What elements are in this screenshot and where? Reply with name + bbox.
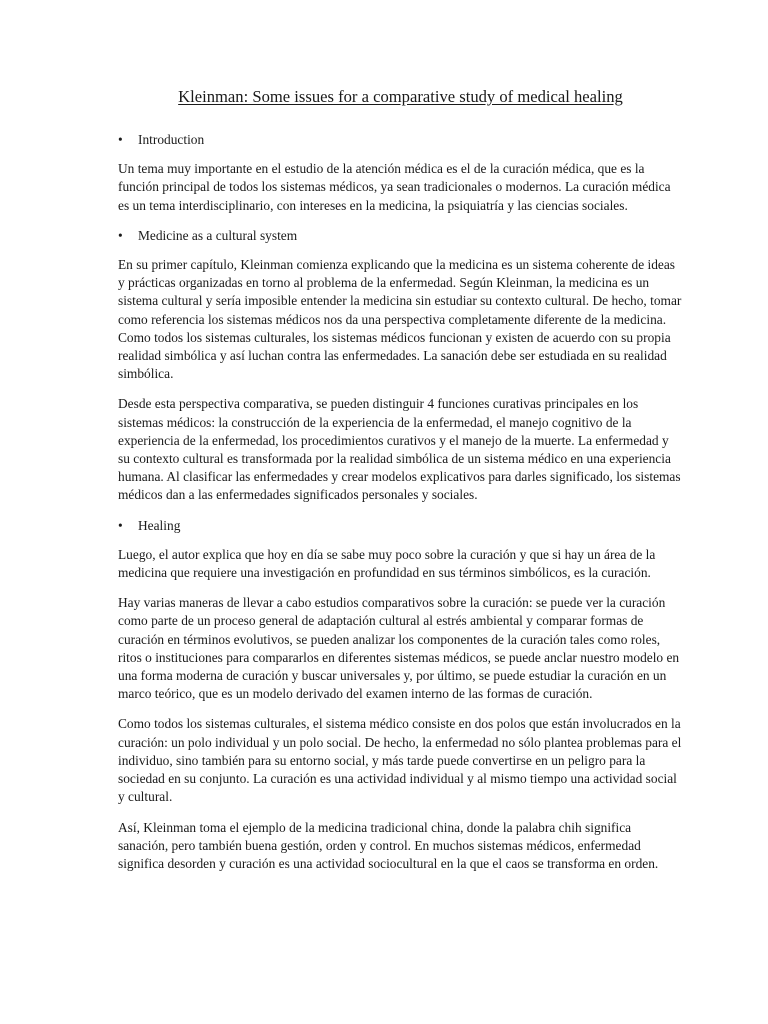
paragraph: Como todos los sistemas culturales, el sistema médico consiste en dos polos que están involucrados en la curación: un polo individual y un polo social. De hecho, la enfermedad no sólo plantea problemas para el individuo, sino también para su entorno social, y más tarde puede convertirse en un peligro para la sociedad en su conjunto. La curación es una actividad individual y al mismo tiempo una actividad social y cultural. bbox=[118, 716, 682, 805]
bullet-icon: • bbox=[118, 227, 123, 243]
paragraph: En su primer capítulo, Kleinman comienza explicando que la medicina es un sistema coherente de ideas y prácticas organizadas en torno al problema de la enfermedad. Según Kleinman, la medicina es un sistema cultural y sería imposible entender la medicina sin estudiar su contexto cultural. De hecho, tomar como referencia los sistemas médicos nos da una perspectiva completamente diferente de la medicina. Como todos los sistemas culturales, los sistemas médicos funcionan y existen de acuerdo con su propia realidad simbólica y así luchan contra las enfermedades. La sanación debe ser estudiada en su realidad simbólica. bbox=[118, 257, 682, 382]
bullet-icon: • bbox=[118, 517, 123, 533]
section-heading-introduction bbox=[118, 131, 683, 149]
paragraph: Así, Kleinman toma el ejemplo de la medicina tradicional china, donde la palabra chih significa sanación, pero también buena gestión, orden y control. En muchos sistemas médicos, enfermedad significa desorden y curación es una actividad sociocultural en la que el caos se transforma en orden. bbox=[118, 819, 659, 871]
bullet-icon: • bbox=[118, 132, 123, 147]
section-heading-cultural-system bbox=[118, 227, 683, 245]
paragraph: Luego, el autor explica que hoy en día se sabe muy poco sobre la curación y que si hay un área de la medicina que requiere una investigación en profundidad en sus términos simbólicos, es la curación. bbox=[118, 546, 656, 581]
section-heading-label: Introduction bbox=[138, 132, 205, 147]
section-heading-healing bbox=[118, 517, 683, 535]
document-title: Kleinman: Some issues for a comparative study of medical healing bbox=[178, 87, 623, 106]
paragraph: Hay varias maneras de llevar a cabo estudios comparativos sobre la curación: se puede ver la curación como parte de un proceso general de adaptación cultural al estrés ambiental y comparar formas de curación en términos evolutivos, se pueden analizar los componentes de la curación tales como roles, ritos o instituciones para compararlos en diferentes sistemas médicos, se puede anclar nuestro modelo en una forma moderna de curación y buscar universales y, por último, se puede estudiar la curación en un marco teórico, que es un modelo derivado del examen interno de las formas de curación. bbox=[118, 595, 680, 702]
document-body bbox=[118, 86, 683, 885]
paragraph: Desde esta perspectiva comparativa, se pueden distinguir 4 funciones curativas principales en los sistemas médicos: la construcción de la experiencia de la enfermedad, el manejo cognitivo de la experiencia de la enfermedad, los procedimientos curativos y el manejo de la muerte. La enfermedad y su contexto cultural es transformada por la realidad simbólica de un sistema médico en una experiencia humana. Al clasificar las enfermedades y crear modelos explicativos para darles significado, los sistemas médicos dan a las enfermedades significados personales y sociales. bbox=[118, 396, 681, 503]
section-heading-label: Healing bbox=[138, 517, 181, 533]
section-heading-label: Medicine as a cultural system bbox=[138, 227, 298, 243]
paragraph: Un tema muy importante en el estudio de la atención médica es el de la curación médica, que es la función principal de todos los sistemas médicos, ya sean tradicionales o modernos. La curación médica es un tema interdisciplinario, con intereses en la medicina, la psiquiatría y las ciencias sociales. bbox=[118, 161, 671, 213]
